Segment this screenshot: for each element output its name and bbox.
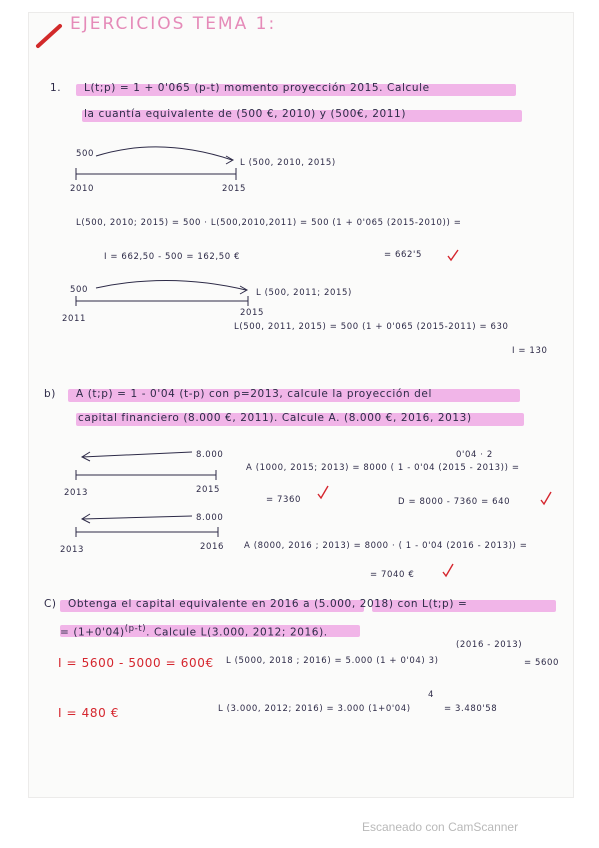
equation: = 7360 bbox=[266, 495, 302, 505]
equation: I = 662,50 - 500 = 162,50 € bbox=[104, 252, 241, 262]
check-icon bbox=[443, 564, 453, 576]
arrow-curve-1 bbox=[96, 147, 232, 160]
exponent: (p-t) bbox=[124, 624, 147, 634]
target-label: L (500, 2011; 2015) bbox=[256, 288, 352, 298]
exercise-statement-line bbox=[60, 624, 328, 639]
arrow-line-4 bbox=[82, 516, 192, 519]
page-title: EJERCICIOS TEMA 1: bbox=[70, 14, 277, 34]
year-label: 2015 bbox=[222, 184, 247, 194]
amount-label: 8.000 bbox=[196, 450, 224, 460]
exercise-label: C) bbox=[44, 598, 57, 610]
amount-label: 500 bbox=[70, 285, 89, 295]
target-label: L (500, 2010, 2015) bbox=[240, 158, 336, 168]
equation: A (1000, 2015; 2013) = 8000 ( 1 - 0'04 (2015 - 2013)) = bbox=[246, 463, 520, 473]
exercise-label: b) bbox=[44, 388, 56, 400]
exercise-statement: = (1+0'04) bbox=[60, 626, 125, 639]
pen-mark-icon bbox=[38, 26, 60, 46]
year-label: 2015 bbox=[240, 308, 265, 318]
exercise-number: 1. bbox=[50, 82, 62, 94]
exercise-statement: capital financiero (8.000 €, 2011). Calcule A. (8.000 €, 2016, 2013) bbox=[78, 412, 472, 424]
equation: = 3.480'58 bbox=[444, 704, 498, 714]
check-icon bbox=[318, 486, 328, 498]
amount-label: 500 bbox=[76, 149, 95, 159]
note: 0'04 · 2 bbox=[456, 450, 493, 460]
equation: = 662'5 bbox=[384, 250, 422, 260]
exercise-statement: . Calcule L(3.000, 2012; 2016). bbox=[146, 626, 328, 639]
year-label: 2013 bbox=[60, 545, 85, 555]
exponent: 4 bbox=[428, 690, 435, 700]
arrow-line-3 bbox=[82, 452, 192, 457]
equation: L (3.000, 2012; 2016) = 3.000 (1+0'04) bbox=[218, 704, 411, 714]
check-icon bbox=[541, 492, 551, 504]
year-label: 2016 bbox=[200, 542, 225, 552]
arrow-curve-2 bbox=[96, 280, 246, 290]
year-label: 2013 bbox=[64, 488, 89, 498]
result-equation: I = 5600 - 5000 = 600€ bbox=[58, 656, 214, 670]
equation: L(500, 2011, 2015) = 500 (1 + 0'065 (2015-2011) = 630 bbox=[234, 322, 509, 332]
year-label: 2015 bbox=[196, 485, 221, 495]
exercise-statement: L(t;p) = 1 + 0'065 (p-t) momento proyección 2015. Calcule bbox=[84, 82, 430, 94]
equation: = 7040 € bbox=[370, 570, 415, 580]
exercise-statement: A (t;p) = 1 - 0'04 (t-p) con p=2013, calcule la proyección del bbox=[76, 388, 432, 400]
exercise-statement: la cuantía equivalente de (500 €, 2010) y (500€, 2011) bbox=[84, 108, 407, 120]
equation: = 5600 bbox=[524, 658, 560, 668]
check-icon bbox=[448, 250, 458, 260]
equation: A (8000, 2016 ; 2013) = 8000 · ( 1 - 0'04 (2016 - 2013)) = bbox=[244, 541, 528, 551]
year-label: 2010 bbox=[70, 184, 95, 194]
amount-label: 8.000 bbox=[196, 513, 224, 523]
scanner-watermark: Escaneado con CamScanner bbox=[362, 820, 519, 834]
equation: D = 8000 - 7360 = 640 bbox=[398, 497, 511, 507]
equation: I = 130 bbox=[512, 346, 548, 356]
year-label: 2011 bbox=[62, 314, 87, 324]
equation: L (5000, 2018 ; 2016) = 5.000 (1 + 0'04) 3) bbox=[226, 656, 439, 666]
exponent: (2016 - 2013) bbox=[456, 640, 523, 650]
result-equation: I = 480 € bbox=[58, 706, 119, 720]
equation: L(500, 2010; 2015) = 500 · L(500,2010,2011) = 500 (1 + 0'065 (2015-2010)) = bbox=[76, 218, 462, 228]
exercise-statement: Obtenga el capital equivalente en 2016 a (5.000, 2018) con L(t;p) = bbox=[68, 598, 468, 610]
